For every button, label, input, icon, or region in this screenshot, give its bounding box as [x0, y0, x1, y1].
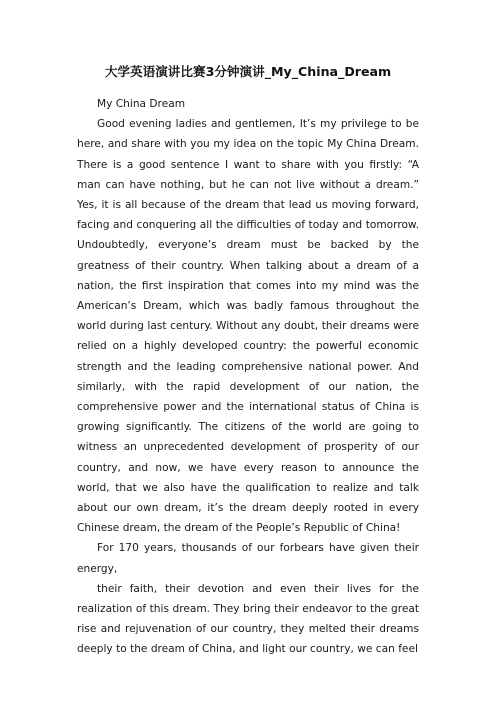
speech-heading: My China Dream	[97, 98, 186, 110]
paragraph: their faith, their devotion and even their lives for the realization of this dream. They bring their endeavor to the great rise and rejuvenation of our country, they melted their dreams deeply to the dream of China, and light our country, we can feel	[77, 582, 419, 656]
paragraph: For 170 years, thousands of our forbears have given their energy,	[77, 542, 419, 575]
document-body	[77, 94, 419, 660]
document-title: 大学英语演讲比赛3分钟演讲_My_China_Dream	[104, 64, 392, 79]
paragraph: Good evening ladies and gentlemen, It’s my privilege to be here, and share with you my idea on the topic My China Dream. There is a good sentence I want to share with you firstly: “A man can have nothing, but he can not live without a dream.” Yes, it is all because of the dream that lead us moving forward, facing and conquering all the difficulties of today and tomorrow. Undoubtedly, everyone’s dream must be backed by the greatness of their country. When talking about a dream of a nation, the first inspiration that comes into my mind was the American’s Dream, which was badly famous throughout the world during last century. Without any doubt, their dreams were relied on a highly developed country: the powerful economic strength and the leading comprehensive national power. And similarly, with the rapid development of our nation, the comprehensive power and the international status of China is growing significantly. The citizens of the world are going to witness an unprecedented development of prosperity of our country, and now, we have every reason to announce the world, that we also have the qualification to realize and talk about our own dream, it’s the dream deeply rooted in every Chinese dream, the dream of the People’s Republic of China!	[77, 118, 419, 535]
